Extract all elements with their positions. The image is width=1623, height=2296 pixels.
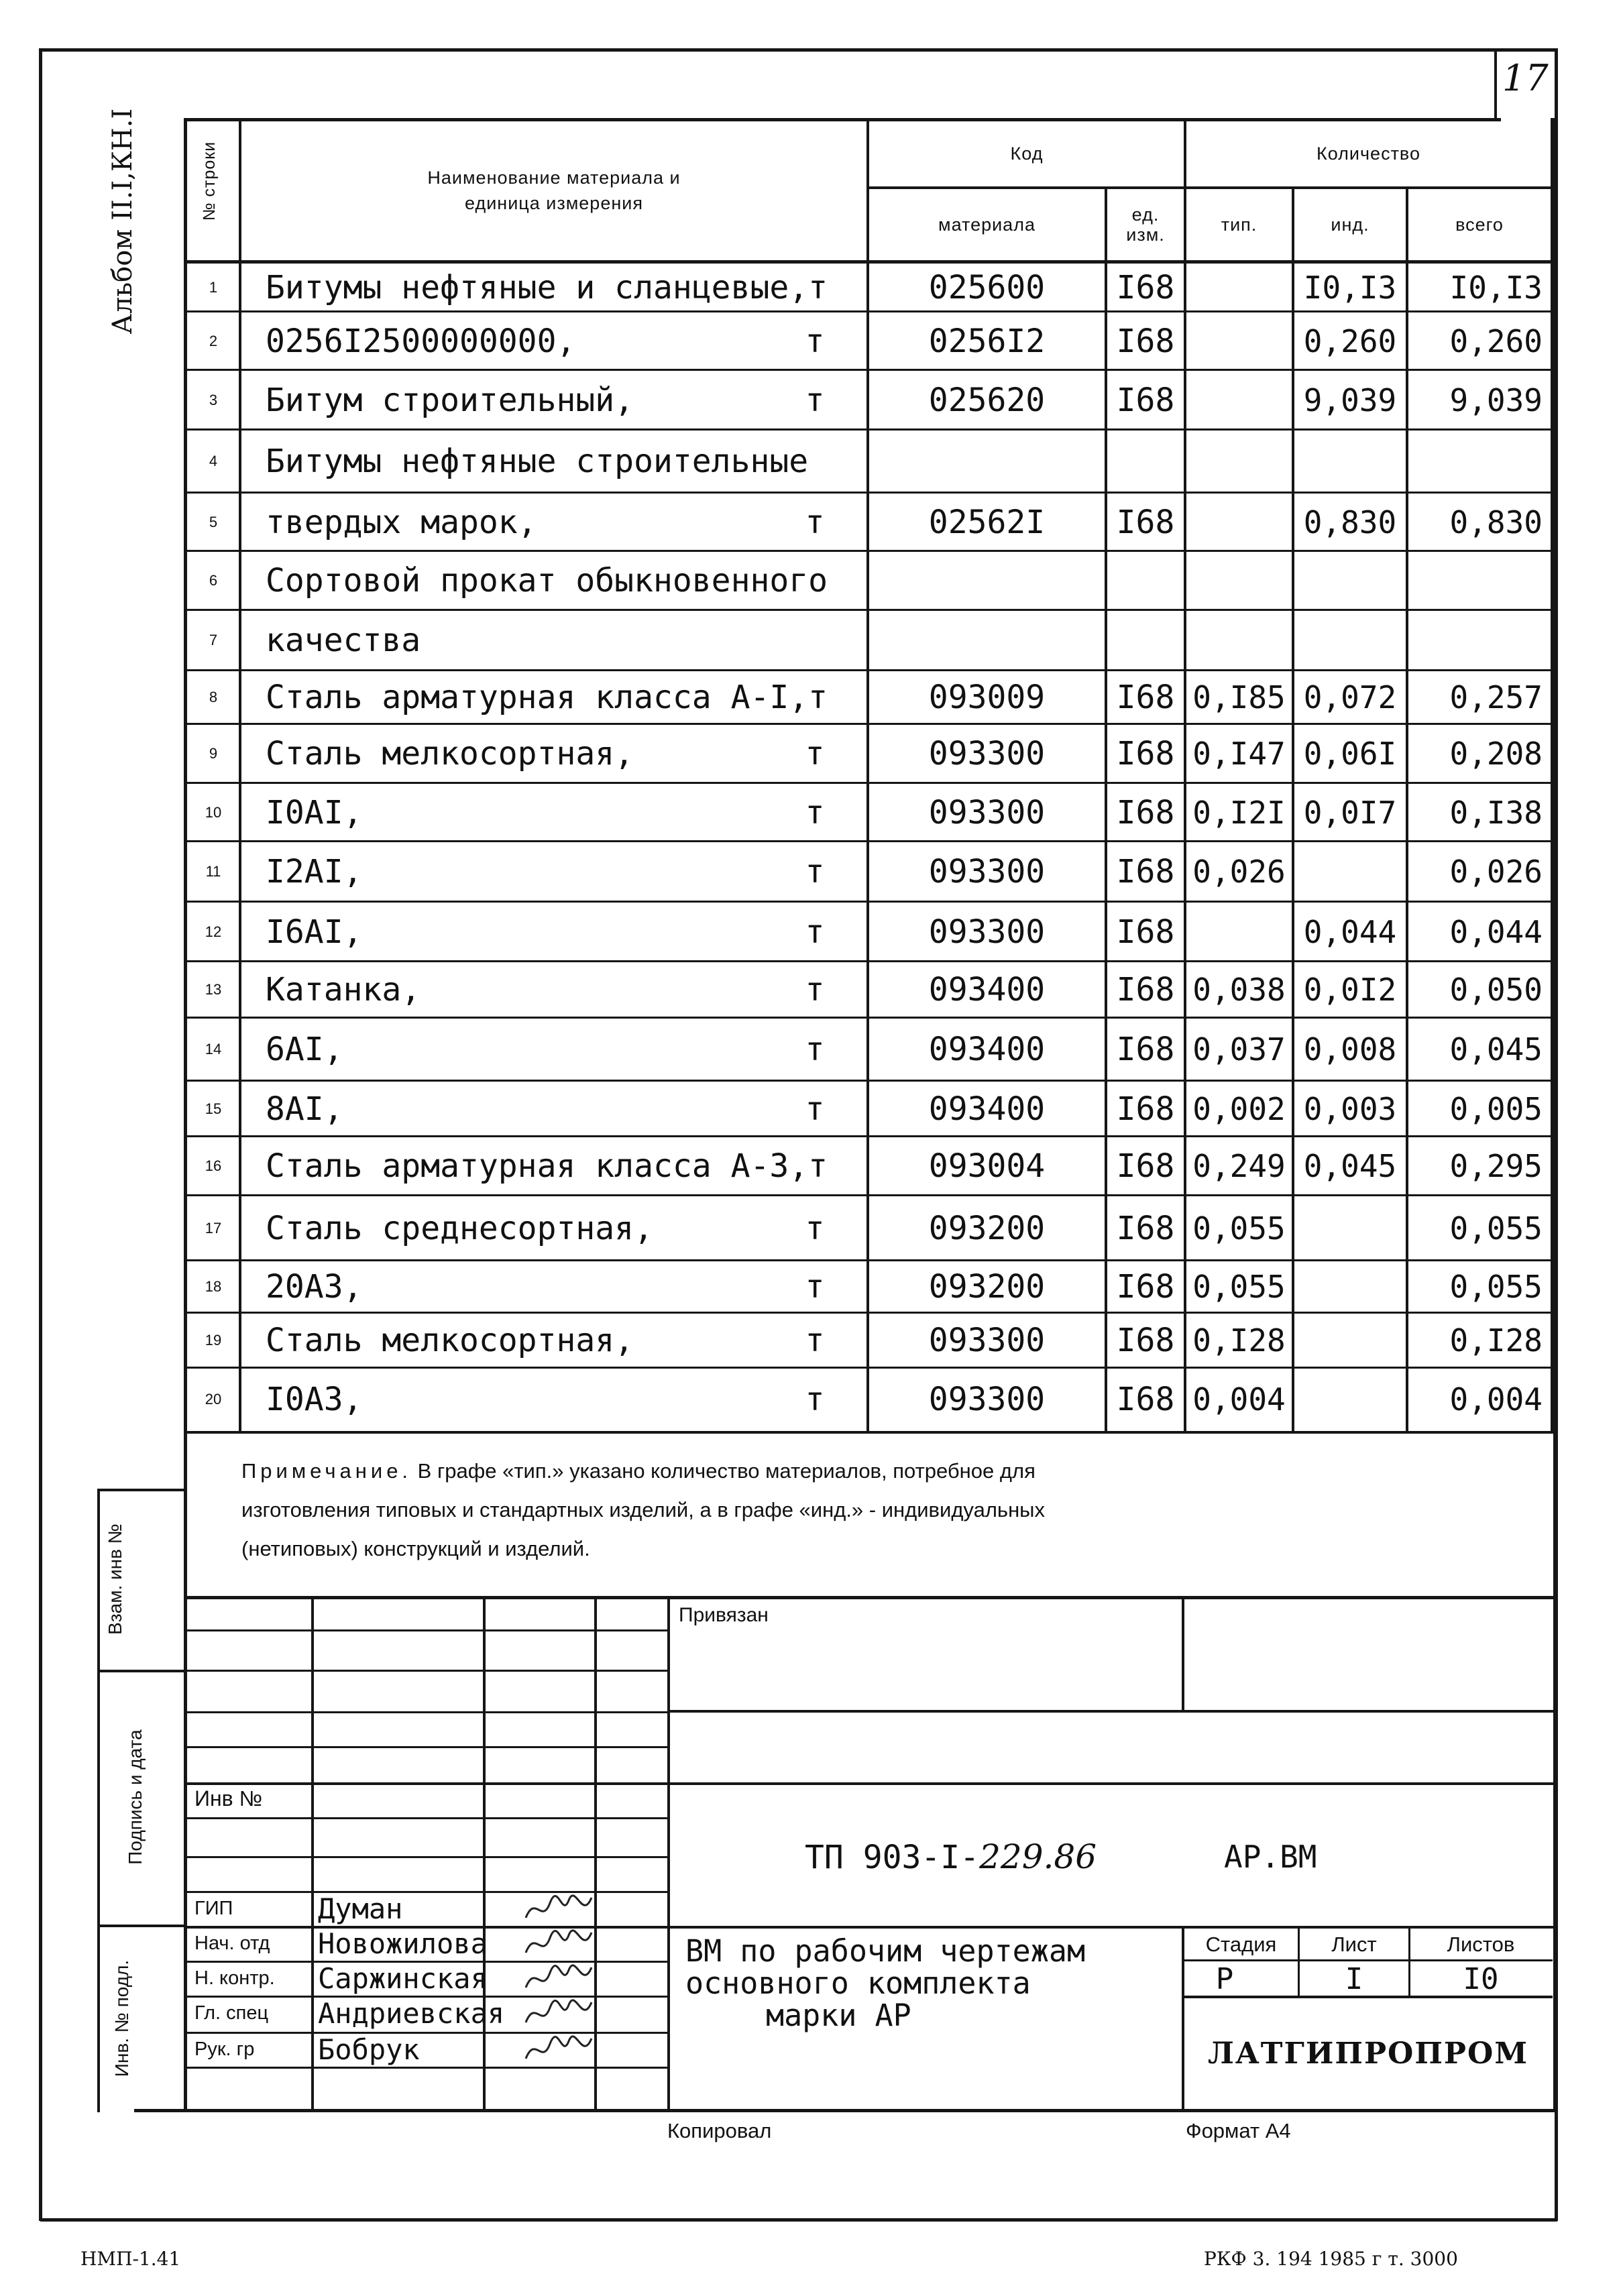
- qty-ind: 0,045: [1303, 1148, 1397, 1184]
- signatory-name: Бобрук: [318, 2032, 420, 2066]
- qty-total: 0,050: [1449, 972, 1543, 1008]
- row-number: 13: [205, 981, 222, 998]
- side-label-inv-podl: [111, 1931, 138, 2106]
- row-number: 11: [205, 863, 221, 880]
- material-name: I6AI,: [266, 913, 363, 951]
- qty-total: 0,004: [1449, 1381, 1543, 1418]
- signatory-role: Гл. спец: [194, 2002, 269, 2024]
- document-mark: АР.ВМ: [1224, 1839, 1317, 1875]
- row-number: 16: [205, 1157, 222, 1174]
- row-number: 7: [209, 632, 218, 648]
- unit-code: I68: [1116, 971, 1175, 1009]
- material-code: 025600: [928, 269, 1046, 306]
- header-code-material-text: материала: [938, 214, 1036, 235]
- qty-total: 0,I38: [1449, 794, 1543, 831]
- qty-total: I0,I3: [1449, 270, 1543, 306]
- page-number: 17: [1502, 57, 1549, 99]
- stage-value: Р: [1215, 1961, 1234, 1996]
- side-label-podpis: [125, 1697, 152, 1898]
- qty-total: 0,I28: [1449, 1322, 1543, 1359]
- material-name: Сортовой прокат обыкновенного: [266, 562, 828, 599]
- qty-typ: [1186, 902, 1292, 962]
- qty-ind: 0,0I2: [1303, 972, 1397, 1008]
- header-name-text: Наименование материала и единица измерения: [427, 168, 681, 213]
- qty-ind: [1294, 1313, 1406, 1368]
- signatory-name: Новожилова: [318, 1927, 488, 1960]
- row-number: 14: [205, 1041, 222, 1057]
- note-line-1: [241, 1452, 1529, 1491]
- tb-row-l2: [185, 1670, 669, 1672]
- material-code: 093300: [928, 1322, 1046, 1359]
- tb-row-l1: [185, 1629, 669, 1631]
- document-code-prefix: ТП 903-I-: [805, 1839, 980, 1876]
- unit-suffix: [791, 610, 838, 671]
- unit-suffix: т: [805, 1209, 825, 1247]
- qty-ind: 0,260: [1303, 323, 1397, 359]
- tb-row-l3: [185, 1711, 669, 1713]
- header-row-number-text: № строки: [200, 141, 219, 221]
- side-label-podpis-text: Подпись и дата: [125, 1729, 146, 1865]
- row-number: 6: [209, 572, 218, 589]
- document-code-hand: 229.86: [979, 1837, 1097, 1876]
- qty-typ: 0,037: [1192, 1031, 1286, 1068]
- qty-typ: 0,026: [1192, 854, 1286, 890]
- header-code-group-text: Код: [1010, 143, 1044, 164]
- material-code: 093300: [928, 735, 1046, 772]
- inv-no-label: Инв №: [194, 1786, 262, 1811]
- tb-row-l6: [185, 1817, 669, 1819]
- qty-typ: 0,I28: [1192, 1322, 1286, 1359]
- material-name: 0256I2500000000,: [266, 322, 576, 360]
- note-text-2: изготовления типовых и стандартных изделий, а в графе «инд.» - индивидуальных: [241, 1498, 1045, 1522]
- signature-mark: [522, 1996, 596, 2030]
- unit-code: [1107, 610, 1184, 671]
- unit-code: I68: [1116, 679, 1175, 716]
- unit-suffix: т: [805, 503, 825, 541]
- copied-label: Копировал: [667, 2119, 772, 2142]
- unit-suffix: [791, 264, 838, 312]
- row-number: 8: [209, 689, 218, 705]
- header-row-number: [200, 114, 227, 248]
- tb-right-col: [1182, 1598, 1184, 1712]
- material-name: Битум строительный,: [266, 381, 634, 419]
- qty-typ: 0,038: [1192, 972, 1286, 1008]
- header-qty-ind-text: инд.: [1331, 214, 1369, 235]
- qty-ind: 0,06I: [1303, 736, 1397, 772]
- material-code: 0256I2: [928, 322, 1046, 360]
- header-qty-total-text: всего: [1455, 214, 1504, 235]
- material-code: 093004: [928, 1147, 1046, 1185]
- unit-code: I68: [1116, 913, 1175, 951]
- unit-suffix: [791, 430, 838, 493]
- outer-frame-bottom: [40, 2218, 1557, 2222]
- qty-ind: 0,0I7: [1303, 794, 1397, 831]
- qty-total: 0,295: [1449, 1148, 1543, 1184]
- qty-total: 0,055: [1449, 1269, 1543, 1305]
- privyazan-label: Привязан: [679, 1604, 769, 1626]
- sheet-value: I: [1345, 1961, 1363, 1996]
- qty-typ: 0,004: [1192, 1381, 1286, 1418]
- header-code-group: [869, 121, 1184, 186]
- sheets-label: Листов: [1447, 1933, 1515, 1956]
- sheets-value: I0: [1463, 1961, 1499, 1996]
- unit-code: I68: [1116, 1031, 1175, 1068]
- signature-mark: [522, 1926, 596, 1961]
- material-name: 8AI,: [266, 1090, 343, 1128]
- unit-code: I68: [1116, 269, 1175, 306]
- material-name: Сталь мелкосортная,: [266, 1322, 634, 1359]
- description-line-2: основного комплекта: [685, 1965, 1031, 2001]
- header-code-material: [869, 189, 1105, 260]
- material-code: 093400: [928, 1031, 1046, 1068]
- header-name: [241, 121, 866, 260]
- material-code: [869, 610, 1105, 671]
- document-code: [805, 1837, 1097, 1876]
- material-name: Сталь мелкосортная,: [266, 735, 634, 772]
- row-number: 10: [205, 803, 222, 821]
- album-label-text: Альбом II.I,КН.I: [107, 108, 138, 335]
- unit-suffix: т: [805, 322, 825, 360]
- row-number: 18: [205, 1278, 222, 1295]
- qty-ind: I0,I3: [1303, 270, 1397, 306]
- tb-row-l7: [185, 1856, 669, 1858]
- qty-total: 0,055: [1449, 1210, 1543, 1247]
- material-code: 093009: [928, 679, 1046, 716]
- unit-code: [1107, 551, 1184, 610]
- side-label-vzam: [105, 1499, 131, 1660]
- header-qty-typ: [1186, 189, 1292, 260]
- row-number: 12: [205, 923, 222, 940]
- unit-code: I68: [1116, 322, 1175, 360]
- material-code: 093300: [928, 853, 1046, 891]
- col-line-right: [1551, 118, 1553, 1432]
- outer-frame-top: [40, 48, 1556, 52]
- sheet-label: Лист: [1331, 1933, 1377, 1956]
- tb-row-l13: [185, 2067, 669, 2069]
- unit-code: I68: [1116, 1090, 1175, 1128]
- material-code: 093400: [928, 1090, 1046, 1128]
- row-number: 2: [209, 332, 218, 349]
- outer-frame-left: [39, 48, 42, 2221]
- row-number: 1: [209, 279, 218, 296]
- qty-ind: 0,003: [1303, 1090, 1397, 1127]
- material-code: [869, 551, 1105, 610]
- material-code: 093400: [928, 971, 1046, 1009]
- qty-total: [1408, 430, 1543, 493]
- signature-mark: [522, 1961, 596, 1996]
- row-number: 4: [209, 453, 218, 469]
- qty-ind: [1294, 1196, 1406, 1261]
- row-number: 3: [209, 391, 218, 408]
- unit-code: I68: [1116, 1381, 1175, 1418]
- header-code-unit: [1107, 189, 1184, 260]
- material-name: Сталь среднесортная,: [266, 1209, 653, 1247]
- unit-suffix: т: [805, 971, 825, 1009]
- qty-total: [1408, 551, 1543, 610]
- qty-typ: 0,I47: [1192, 736, 1286, 772]
- description-line-3: марки АР: [766, 1998, 911, 2033]
- unit-suffix: т: [805, 1031, 825, 1068]
- unit-suffix: т: [805, 1322, 825, 1359]
- qty-typ: [1186, 430, 1292, 493]
- side-label-vzam-text: Взам. инв №: [105, 1524, 125, 1635]
- album-label: [107, 80, 148, 362]
- header-qty-group: [1186, 121, 1551, 186]
- unit-suffix: т: [805, 1268, 825, 1306]
- tb-row-l5: [185, 1782, 1553, 1785]
- signature-mark: [522, 2032, 596, 2067]
- qty-typ: [1186, 551, 1292, 610]
- material-name: твердых марок,: [266, 503, 537, 541]
- note: [241, 1452, 1529, 1568]
- qty-ind: [1294, 430, 1406, 493]
- row-number: 15: [205, 1100, 222, 1117]
- qty-ind: [1294, 610, 1406, 671]
- signatory-role: Рук. гр: [194, 2038, 255, 2060]
- unit-suffix: [791, 551, 838, 610]
- material-name: I0AI,: [266, 793, 363, 831]
- side-label-inv-podl-text: Инв. № подл.: [111, 1959, 132, 2077]
- material-code: 093200: [928, 1209, 1046, 1247]
- material-name: Сталь арматурная класса А-3,т: [266, 1147, 828, 1185]
- unit-suffix: т: [805, 381, 825, 419]
- tb-row-l4: [185, 1746, 669, 1748]
- stamp-strip-top: [97, 1489, 185, 1491]
- qty-typ: 0,002: [1192, 1090, 1286, 1127]
- material-name: I0A3,: [266, 1381, 363, 1418]
- qty-total: 0,005: [1449, 1090, 1543, 1127]
- unit-code: I68: [1116, 853, 1175, 891]
- unit-suffix: т: [805, 1381, 825, 1418]
- inner-frame-bottom: [134, 2109, 1556, 2112]
- qty-total: 9,039: [1449, 382, 1543, 418]
- qty-typ: [1186, 610, 1292, 671]
- qty-ind: 0,072: [1303, 679, 1397, 715]
- row-number: 20: [205, 1391, 222, 1408]
- qty-ind: 0,008: [1303, 1031, 1397, 1068]
- material-name: Катанка,: [266, 971, 421, 1009]
- note-title: Примечание.: [241, 1459, 412, 1483]
- unit-suffix: т: [805, 735, 825, 772]
- qty-typ: 0,249: [1192, 1148, 1286, 1184]
- inner-frame-right: [1553, 118, 1557, 2110]
- qty-total: 0,830: [1449, 504, 1543, 540]
- stamp-strip-left: [97, 1489, 100, 2112]
- material-name: Битумы нефтяные и сланцевые,т: [266, 269, 828, 306]
- signatory-name: Саржинская: [318, 1961, 488, 1995]
- unit-code: I68: [1116, 503, 1175, 541]
- unit-code: I68: [1116, 1268, 1175, 1306]
- material-code: 025620: [928, 381, 1046, 419]
- qty-total: 0,260: [1449, 323, 1543, 359]
- material-code: [869, 430, 1105, 493]
- unit-code: I68: [1116, 1209, 1175, 1247]
- qty-total: 0,045: [1449, 1031, 1543, 1068]
- unit-code: I68: [1116, 1147, 1175, 1185]
- row-number: 19: [205, 1332, 222, 1348]
- unit-suffix: т: [805, 913, 825, 951]
- material-code: 02562I: [928, 503, 1046, 541]
- signatory-name: Андриевская: [318, 1996, 505, 2030]
- material-code: 093300: [928, 1381, 1046, 1418]
- stamp-strip-div2: [97, 1925, 185, 1927]
- qty-total: 0,257: [1449, 679, 1543, 715]
- qty-ind: 0,830: [1303, 504, 1397, 540]
- qty-ind: [1294, 551, 1406, 610]
- qty-ind: 0,044: [1303, 913, 1397, 950]
- material-name: 20A3,: [266, 1268, 363, 1306]
- footer-right-code: РКФ 3. 194 1985 г т. 3000: [1204, 2248, 1458, 2270]
- col-line-num: [239, 118, 241, 1432]
- unit-code: I68: [1116, 381, 1175, 419]
- qty-typ: [1186, 493, 1292, 551]
- note-text-1: В графе «тип.» указано количество материалов, потребное для: [417, 1459, 1036, 1483]
- signatory-name: Думан: [318, 1892, 403, 1925]
- stamp-strip-div1: [97, 1670, 185, 1672]
- material-name: Сталь арматурная класса А-I,т: [266, 679, 828, 716]
- qty-ind: [1294, 842, 1406, 902]
- format-label: Формат А4: [1186, 2119, 1291, 2142]
- stage-label: Стадия: [1205, 1933, 1277, 1956]
- footer-left-code: НМП-1.41: [80, 2248, 181, 2270]
- unit-suffix: [791, 671, 838, 724]
- titleblock-top-line: [185, 1596, 1553, 1599]
- organization: ЛАТГИПРОПРОМ: [1207, 2036, 1529, 2071]
- signatory-role: Н. контр.: [194, 1967, 275, 1989]
- qty-ind: [1294, 1261, 1406, 1313]
- header-qty-typ-text: тип.: [1221, 214, 1257, 235]
- qty-typ: [1186, 312, 1292, 370]
- material-name: I2AI,: [266, 853, 363, 891]
- header-code-unit-text: ед. изм.: [1126, 205, 1165, 245]
- note-top-line: [185, 1431, 1553, 1434]
- sheet-description: [685, 1935, 1085, 2032]
- signature-mark: [522, 1891, 596, 1926]
- page-number-box-left: [1494, 48, 1497, 121]
- unit-suffix: т: [805, 793, 825, 831]
- row-number: 5: [209, 513, 218, 530]
- qty-total: 0,044: [1449, 913, 1543, 950]
- qty-total: 0,208: [1449, 736, 1543, 772]
- qty-ind: [1294, 1368, 1406, 1431]
- inner-frame-left: [184, 118, 187, 2110]
- qty-typ: [1186, 370, 1292, 430]
- qty-typ: 0,055: [1192, 1210, 1286, 1247]
- qty-typ: [1186, 264, 1292, 312]
- header-qty-total: [1408, 189, 1551, 260]
- unit-code: I68: [1116, 1322, 1175, 1359]
- material-code: 093300: [928, 913, 1046, 951]
- qty-typ: 0,055: [1192, 1269, 1286, 1305]
- header-qty-group-text: Количество: [1317, 143, 1420, 164]
- tb-privyazan-bottom: [669, 1710, 1553, 1713]
- row-number: 17: [205, 1219, 222, 1237]
- material-code: 093200: [928, 1268, 1046, 1306]
- material-name: Битумы нефтяные строительные: [266, 443, 809, 480]
- material-code: 093300: [928, 793, 1046, 831]
- row-number: 9: [209, 745, 218, 762]
- signatory-role: Нач. отд: [194, 1932, 270, 1954]
- description-line-1: ВМ по рабочим чертежам: [685, 1933, 1086, 1969]
- qty-typ: 0,I2I: [1192, 794, 1286, 831]
- header-qty-ind: [1294, 189, 1406, 260]
- unit-suffix: т: [805, 853, 825, 891]
- qty-typ: 0,I85: [1192, 679, 1286, 715]
- qty-total: 0,026: [1449, 854, 1543, 890]
- qty-total: [1408, 610, 1543, 671]
- unit-code: [1107, 430, 1184, 493]
- unit-code: I68: [1116, 793, 1175, 831]
- unit-suffix: т: [805, 1090, 825, 1128]
- signatory-role: ГИП: [194, 1897, 233, 1919]
- unit-code: I68: [1116, 735, 1175, 772]
- material-name: 6AI,: [266, 1031, 343, 1068]
- unit-suffix: [791, 1137, 838, 1196]
- material-name: качества: [266, 622, 421, 659]
- qty-ind: 9,039: [1303, 382, 1397, 418]
- note-text-3: (нетиповых) конструкций и изделий.: [241, 1537, 590, 1560]
